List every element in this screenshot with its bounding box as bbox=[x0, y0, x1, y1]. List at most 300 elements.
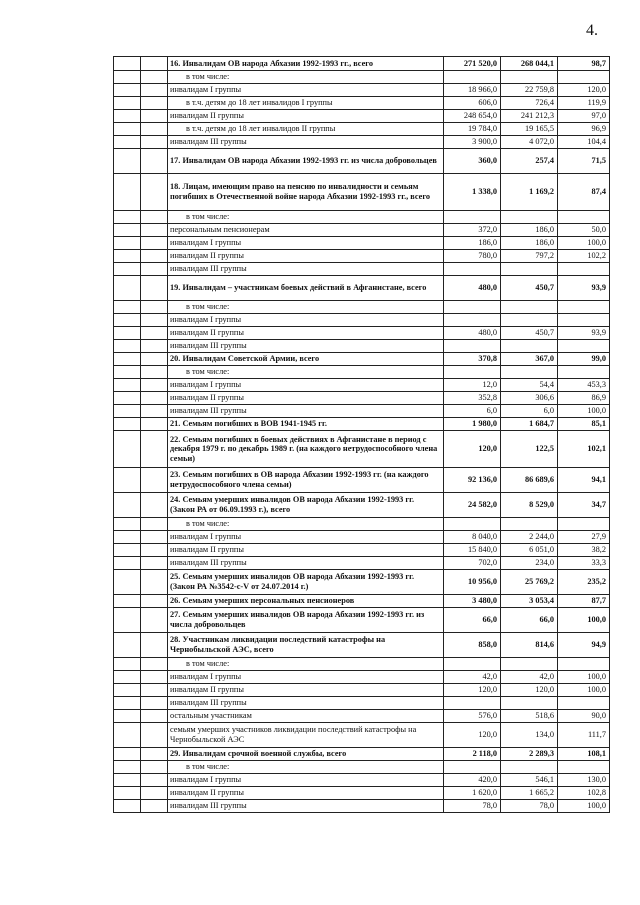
row-label: инвалидам II группы bbox=[168, 392, 444, 405]
planned-value bbox=[444, 366, 501, 379]
actual-value: 241 212,3 bbox=[501, 110, 558, 123]
planned-value bbox=[444, 340, 501, 353]
code-cell bbox=[114, 392, 141, 405]
table-row bbox=[114, 97, 610, 110]
percent-value bbox=[558, 340, 610, 353]
row-label: инвалидам III группы bbox=[168, 557, 444, 570]
actual-value bbox=[501, 340, 558, 353]
table-row bbox=[114, 418, 610, 431]
planned-value bbox=[444, 211, 501, 224]
actual-value: 3 053,4 bbox=[501, 595, 558, 608]
code-cell bbox=[114, 237, 141, 250]
percent-value: 86,9 bbox=[558, 392, 610, 405]
percent-value: 94,1 bbox=[558, 468, 610, 493]
actual-value bbox=[501, 518, 558, 531]
percent-value: 102,1 bbox=[558, 431, 610, 468]
table-row bbox=[114, 531, 610, 544]
code-cell bbox=[114, 71, 141, 84]
planned-value: 66,0 bbox=[444, 608, 501, 633]
code-cell bbox=[114, 379, 141, 392]
row-label: инвалидам I группы bbox=[168, 84, 444, 97]
percent-value: 108,1 bbox=[558, 748, 610, 761]
planned-value: 2 118,0 bbox=[444, 748, 501, 761]
actual-value: 257,4 bbox=[501, 149, 558, 174]
actual-value: 450,7 bbox=[501, 327, 558, 340]
code-cell bbox=[114, 57, 141, 71]
table-row bbox=[114, 748, 610, 761]
planned-value bbox=[444, 518, 501, 531]
percent-value: 38,2 bbox=[558, 544, 610, 557]
planned-value: 480,0 bbox=[444, 327, 501, 340]
subcode-cell bbox=[141, 97, 168, 110]
code-cell bbox=[114, 123, 141, 136]
planned-value bbox=[444, 71, 501, 84]
actual-value: 518,6 bbox=[501, 710, 558, 723]
percent-value: 235,2 bbox=[558, 570, 610, 595]
code-cell bbox=[114, 174, 141, 211]
percent-value: 102,8 bbox=[558, 787, 610, 800]
row-label: 25. Семьям умерших инвалидов ОВ народа Абхазии 1992-1993 гг. (Закон РА №3542-с-V от 24.07.2014 г.) bbox=[168, 570, 444, 595]
actual-value: 6 051,0 bbox=[501, 544, 558, 557]
subcode-cell bbox=[141, 327, 168, 340]
subcode-cell bbox=[141, 84, 168, 97]
table-row bbox=[114, 392, 610, 405]
row-label: в том числе: bbox=[168, 518, 444, 531]
planned-value: 480,0 bbox=[444, 276, 501, 301]
subcode-cell bbox=[141, 353, 168, 366]
table-row bbox=[114, 379, 610, 392]
code-cell bbox=[114, 761, 141, 774]
row-label: 29. Инвалидам срочной военной службы, всего bbox=[168, 748, 444, 761]
planned-value: 576,0 bbox=[444, 710, 501, 723]
percent-value: 119,9 bbox=[558, 97, 610, 110]
planned-value: 1 980,0 bbox=[444, 418, 501, 431]
planned-value: 606,0 bbox=[444, 97, 501, 110]
table-row bbox=[114, 608, 610, 633]
row-label: 26. Семьям умерших персональных пенсионеров bbox=[168, 595, 444, 608]
planned-value: 78,0 bbox=[444, 800, 501, 813]
code-cell bbox=[114, 314, 141, 327]
planned-value bbox=[444, 697, 501, 710]
table-row bbox=[114, 250, 610, 263]
row-label: инвалидам III группы bbox=[168, 697, 444, 710]
subcode-cell bbox=[141, 211, 168, 224]
percent-value bbox=[558, 314, 610, 327]
actual-value: 797,2 bbox=[501, 250, 558, 263]
budget-table bbox=[113, 56, 610, 813]
percent-value: 87,7 bbox=[558, 595, 610, 608]
percent-value bbox=[558, 71, 610, 84]
table-row bbox=[114, 276, 610, 301]
table-row bbox=[114, 800, 610, 813]
code-cell bbox=[114, 149, 141, 174]
row-label: инвалидам II группы bbox=[168, 250, 444, 263]
row-label: 20. Инвалидам Советской Армии, всего bbox=[168, 353, 444, 366]
subcode-cell bbox=[141, 224, 168, 237]
row-label: инвалидам II группы bbox=[168, 110, 444, 123]
table-body bbox=[114, 57, 610, 813]
percent-value: 33,3 bbox=[558, 557, 610, 570]
planned-value: 248 654,0 bbox=[444, 110, 501, 123]
row-label: 17. Инвалидам ОВ народа Абхазии 1992-1993 гг. из числа добровольцев bbox=[168, 149, 444, 174]
actual-value: 25 769,2 bbox=[501, 570, 558, 595]
actual-value bbox=[501, 71, 558, 84]
actual-value: 367,0 bbox=[501, 353, 558, 366]
percent-value: 98,7 bbox=[558, 57, 610, 71]
subcode-cell bbox=[141, 468, 168, 493]
code-cell bbox=[114, 748, 141, 761]
percent-value: 100,0 bbox=[558, 608, 610, 633]
subcode-cell bbox=[141, 136, 168, 149]
percent-value: 27,9 bbox=[558, 531, 610, 544]
planned-value: 24 582,0 bbox=[444, 493, 501, 518]
planned-value: 15 840,0 bbox=[444, 544, 501, 557]
subcode-cell bbox=[141, 301, 168, 314]
subcode-cell bbox=[141, 123, 168, 136]
planned-value: 372,0 bbox=[444, 224, 501, 237]
table-row bbox=[114, 633, 610, 658]
planned-value: 10 956,0 bbox=[444, 570, 501, 595]
code-cell bbox=[114, 97, 141, 110]
row-label: 16. Инвалидам ОВ народа Абхазии 1992-1993 гг., всего bbox=[168, 57, 444, 71]
percent-value: 50,0 bbox=[558, 224, 610, 237]
table-row bbox=[114, 697, 610, 710]
planned-value: 92 136,0 bbox=[444, 468, 501, 493]
planned-value bbox=[444, 314, 501, 327]
row-label: инвалидам I группы bbox=[168, 531, 444, 544]
percent-value bbox=[558, 518, 610, 531]
actual-value bbox=[501, 263, 558, 276]
code-cell bbox=[114, 340, 141, 353]
actual-value: 2 289,3 bbox=[501, 748, 558, 761]
actual-value: 450,7 bbox=[501, 276, 558, 301]
code-cell bbox=[114, 710, 141, 723]
actual-value: 54,4 bbox=[501, 379, 558, 392]
row-label: семьям умерших участников ликвидации последствий катастрофы на Чернобыльской АЭС bbox=[168, 723, 444, 748]
row-label: 27. Семьям умерших инвалидов ОВ народа Абхазии 1992-1993 гг. из числа добровольцев bbox=[168, 608, 444, 633]
subcode-cell bbox=[141, 800, 168, 813]
percent-value: 85,1 bbox=[558, 418, 610, 431]
code-cell bbox=[114, 301, 141, 314]
planned-value: 120,0 bbox=[444, 684, 501, 697]
row-label: 28. Участникам ликвидации последствий катастрофы на Чернобыльской АЭС, всего bbox=[168, 633, 444, 658]
planned-value: 120,0 bbox=[444, 431, 501, 468]
table-row bbox=[114, 366, 610, 379]
percent-value: 97,0 bbox=[558, 110, 610, 123]
code-cell bbox=[114, 684, 141, 697]
subcode-cell bbox=[141, 723, 168, 748]
code-cell bbox=[114, 276, 141, 301]
subcode-cell bbox=[141, 340, 168, 353]
actual-value bbox=[501, 211, 558, 224]
subcode-cell bbox=[141, 595, 168, 608]
row-label: в том числе: bbox=[168, 761, 444, 774]
percent-value: 100,0 bbox=[558, 684, 610, 697]
row-label: 18. Лицам, имеющим право на пенсию по инвалидности и семьям погибших в Отечественной войне народа Абхазии 1992-1993 гг., всего bbox=[168, 174, 444, 211]
percent-value: 93,9 bbox=[558, 327, 610, 340]
table-row bbox=[114, 224, 610, 237]
actual-value bbox=[501, 366, 558, 379]
subcode-cell bbox=[141, 276, 168, 301]
subcode-cell bbox=[141, 787, 168, 800]
table-row bbox=[114, 493, 610, 518]
row-label: в т.ч. детям до 18 лет инвалидов II группы bbox=[168, 123, 444, 136]
subcode-cell bbox=[141, 57, 168, 71]
code-cell bbox=[114, 493, 141, 518]
table-row bbox=[114, 211, 610, 224]
actual-value: 546,1 bbox=[501, 774, 558, 787]
row-label: инвалидам I группы bbox=[168, 237, 444, 250]
code-cell bbox=[114, 658, 141, 671]
actual-value: 306,6 bbox=[501, 392, 558, 405]
actual-value: 186,0 bbox=[501, 224, 558, 237]
row-label: инвалидам I группы bbox=[168, 314, 444, 327]
actual-value: 42,0 bbox=[501, 671, 558, 684]
percent-value: 96,9 bbox=[558, 123, 610, 136]
planned-value: 19 784,0 bbox=[444, 123, 501, 136]
actual-value bbox=[501, 301, 558, 314]
table-row bbox=[114, 71, 610, 84]
subcode-cell bbox=[141, 518, 168, 531]
planned-value: 1 620,0 bbox=[444, 787, 501, 800]
percent-value: 111,7 bbox=[558, 723, 610, 748]
actual-value: 19 165,5 bbox=[501, 123, 558, 136]
actual-value: 8 529,0 bbox=[501, 493, 558, 518]
row-label: инвалидам I группы bbox=[168, 379, 444, 392]
actual-value: 2 244,0 bbox=[501, 531, 558, 544]
code-cell bbox=[114, 800, 141, 813]
subcode-cell bbox=[141, 557, 168, 570]
actual-value: 122,5 bbox=[501, 431, 558, 468]
subcode-cell bbox=[141, 697, 168, 710]
planned-value: 360,0 bbox=[444, 149, 501, 174]
percent-value bbox=[558, 301, 610, 314]
table-row bbox=[114, 723, 610, 748]
table-row bbox=[114, 353, 610, 366]
percent-value bbox=[558, 211, 610, 224]
subcode-cell bbox=[141, 748, 168, 761]
actual-value: 22 759,8 bbox=[501, 84, 558, 97]
code-cell bbox=[114, 468, 141, 493]
row-label: 21. Семьям погибших в ВОВ 1941-1945 гг. bbox=[168, 418, 444, 431]
planned-value bbox=[444, 761, 501, 774]
table-row bbox=[114, 518, 610, 531]
subcode-cell bbox=[141, 431, 168, 468]
actual-value: 66,0 bbox=[501, 608, 558, 633]
percent-value: 34,7 bbox=[558, 493, 610, 518]
table-row bbox=[114, 314, 610, 327]
subcode-cell bbox=[141, 418, 168, 431]
percent-value: 93,9 bbox=[558, 276, 610, 301]
planned-value: 3 480,0 bbox=[444, 595, 501, 608]
row-label: инвалидам II группы bbox=[168, 684, 444, 697]
percent-value: 100,0 bbox=[558, 405, 610, 418]
table-row bbox=[114, 557, 610, 570]
percent-value: 102,2 bbox=[558, 250, 610, 263]
actual-value: 186,0 bbox=[501, 237, 558, 250]
actual-value: 268 044,1 bbox=[501, 57, 558, 71]
code-cell bbox=[114, 431, 141, 468]
row-label: в том числе: bbox=[168, 71, 444, 84]
code-cell bbox=[114, 366, 141, 379]
code-cell bbox=[114, 787, 141, 800]
code-cell bbox=[114, 263, 141, 276]
percent-value bbox=[558, 366, 610, 379]
row-label: инвалидам III группы bbox=[168, 340, 444, 353]
planned-value: 12,0 bbox=[444, 379, 501, 392]
table-row bbox=[114, 595, 610, 608]
planned-value: 352,8 bbox=[444, 392, 501, 405]
code-cell bbox=[114, 110, 141, 123]
subcode-cell bbox=[141, 263, 168, 276]
page-number: 4. bbox=[586, 22, 598, 39]
code-cell bbox=[114, 671, 141, 684]
planned-value: 18 966,0 bbox=[444, 84, 501, 97]
planned-value bbox=[444, 263, 501, 276]
subcode-cell bbox=[141, 392, 168, 405]
code-cell bbox=[114, 211, 141, 224]
row-label: инвалидам III группы bbox=[168, 136, 444, 149]
row-label: в том числе: bbox=[168, 211, 444, 224]
percent-value bbox=[558, 761, 610, 774]
code-cell bbox=[114, 697, 141, 710]
code-cell bbox=[114, 557, 141, 570]
percent-value: 130,0 bbox=[558, 774, 610, 787]
actual-value bbox=[501, 658, 558, 671]
row-label: 23. Семьям погибших в ОВ народа Абхазии 1992-1993 гг. (на каждого нетрудоспособного члена семьи) bbox=[168, 468, 444, 493]
percent-value: 120,0 bbox=[558, 84, 610, 97]
table-row bbox=[114, 263, 610, 276]
row-label: инвалидам I группы bbox=[168, 671, 444, 684]
actual-value: 1 684,7 bbox=[501, 418, 558, 431]
code-cell bbox=[114, 531, 141, 544]
planned-value bbox=[444, 301, 501, 314]
table-row bbox=[114, 174, 610, 211]
table-row bbox=[114, 149, 610, 174]
code-cell bbox=[114, 608, 141, 633]
subcode-cell bbox=[141, 633, 168, 658]
planned-value: 420,0 bbox=[444, 774, 501, 787]
table-row bbox=[114, 136, 610, 149]
planned-value: 702,0 bbox=[444, 557, 501, 570]
code-cell bbox=[114, 84, 141, 97]
table-row bbox=[114, 237, 610, 250]
subcode-cell bbox=[141, 608, 168, 633]
code-cell bbox=[114, 595, 141, 608]
subcode-cell bbox=[141, 71, 168, 84]
actual-value: 234,0 bbox=[501, 557, 558, 570]
code-cell bbox=[114, 405, 141, 418]
planned-value: 42,0 bbox=[444, 671, 501, 684]
code-cell bbox=[114, 518, 141, 531]
subcode-cell bbox=[141, 405, 168, 418]
table-row bbox=[114, 123, 610, 136]
code-cell bbox=[114, 723, 141, 748]
percent-value bbox=[558, 658, 610, 671]
code-cell bbox=[114, 327, 141, 340]
table-row bbox=[114, 405, 610, 418]
planned-value: 370,8 bbox=[444, 353, 501, 366]
table-row bbox=[114, 468, 610, 493]
subcode-cell bbox=[141, 237, 168, 250]
table-row bbox=[114, 761, 610, 774]
row-label: инвалидам III группы bbox=[168, 800, 444, 813]
actual-value: 4 072,0 bbox=[501, 136, 558, 149]
planned-value: 120,0 bbox=[444, 723, 501, 748]
row-label: инвалидам II группы bbox=[168, 544, 444, 557]
subcode-cell bbox=[141, 250, 168, 263]
planned-value: 3 900,0 bbox=[444, 136, 501, 149]
row-label: остальным участникам bbox=[168, 710, 444, 723]
row-label: инвалидам III группы bbox=[168, 263, 444, 276]
planned-value: 1 338,0 bbox=[444, 174, 501, 211]
subcode-cell bbox=[141, 570, 168, 595]
table-row bbox=[114, 431, 610, 468]
percent-value: 453,3 bbox=[558, 379, 610, 392]
actual-value: 120,0 bbox=[501, 684, 558, 697]
table-row bbox=[114, 671, 610, 684]
percent-value: 104,4 bbox=[558, 136, 610, 149]
subcode-cell bbox=[141, 710, 168, 723]
percent-value bbox=[558, 263, 610, 276]
planned-value: 6,0 bbox=[444, 405, 501, 418]
code-cell bbox=[114, 633, 141, 658]
actual-value: 814,6 bbox=[501, 633, 558, 658]
percent-value: 100,0 bbox=[558, 671, 610, 684]
code-cell bbox=[114, 418, 141, 431]
subcode-cell bbox=[141, 761, 168, 774]
row-label: инвалидам II группы bbox=[168, 327, 444, 340]
code-cell bbox=[114, 250, 141, 263]
subcode-cell bbox=[141, 314, 168, 327]
planned-value: 780,0 bbox=[444, 250, 501, 263]
row-label: в том числе: bbox=[168, 658, 444, 671]
actual-value bbox=[501, 697, 558, 710]
subcode-cell bbox=[141, 493, 168, 518]
row-label: в том числе: bbox=[168, 301, 444, 314]
planned-value: 186,0 bbox=[444, 237, 501, 250]
table-row bbox=[114, 84, 610, 97]
percent-value: 94,9 bbox=[558, 633, 610, 658]
planned-value bbox=[444, 658, 501, 671]
subcode-cell bbox=[141, 544, 168, 557]
table-row bbox=[114, 327, 610, 340]
code-cell bbox=[114, 544, 141, 557]
row-label: инвалидам I группы bbox=[168, 774, 444, 787]
row-label: 22. Семьям погибших в боевых действиях в Афганистане в период с декабря 1979 г. по декабрь 1989 г. (на каждого нетрудоспособного члена семьи) bbox=[168, 431, 444, 468]
actual-value bbox=[501, 314, 558, 327]
subcode-cell bbox=[141, 174, 168, 211]
percent-value: 99,0 bbox=[558, 353, 610, 366]
subcode-cell bbox=[141, 110, 168, 123]
table-row bbox=[114, 301, 610, 314]
actual-value: 1 169,2 bbox=[501, 174, 558, 211]
subcode-cell bbox=[141, 658, 168, 671]
subcode-cell bbox=[141, 684, 168, 697]
table-row bbox=[114, 684, 610, 697]
percent-value: 71,5 bbox=[558, 149, 610, 174]
table-row bbox=[114, 787, 610, 800]
subcode-cell bbox=[141, 531, 168, 544]
table-row bbox=[114, 544, 610, 557]
row-label: 19. Инвалидам – участникам боевых действий в Афганистане, всего bbox=[168, 276, 444, 301]
table-row bbox=[114, 710, 610, 723]
percent-value: 100,0 bbox=[558, 800, 610, 813]
subcode-cell bbox=[141, 379, 168, 392]
code-cell bbox=[114, 570, 141, 595]
planned-value: 858,0 bbox=[444, 633, 501, 658]
row-label: 24. Семьям умерших инвалидов ОВ народа Абхазии 1992-1993 гг. (Закон РА от 06.09.1993 г.), всего bbox=[168, 493, 444, 518]
